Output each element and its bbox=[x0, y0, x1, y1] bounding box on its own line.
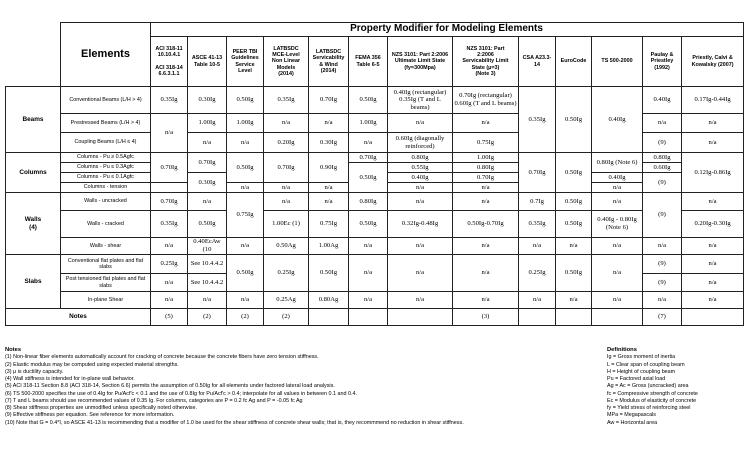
row-label-columns-05: Columns - Pu ≥ 0.5Agfc bbox=[61, 153, 151, 163]
note-item: (1) Non-linear fiber elements automatically account for cracking of concrete because the concrete fibers have zero tension stiffness. bbox=[5, 354, 319, 361]
col-header-fema: FEMA 356 Table 6-5 bbox=[349, 37, 388, 87]
table-cell: n/a bbox=[151, 114, 188, 153]
table-cell: 0.50Ig bbox=[349, 211, 388, 238]
table-cell: 0.75Ig bbox=[309, 211, 349, 238]
table-cell: n/a bbox=[682, 255, 744, 274]
table-cell: 0.7Ig bbox=[519, 193, 556, 211]
table-cell: 0.40Ig bbox=[643, 87, 682, 114]
note-item: (5) ACI 318-11 Section 8.8 (ACI 318-14, Section 6.6) permits the assumption of 0.50Ig for all elements under factored lateral load analysis. bbox=[5, 383, 335, 390]
table-cell: 0.25Ig bbox=[151, 255, 188, 274]
table-cell: 0.25Ig bbox=[519, 255, 556, 292]
table-cell: n/a bbox=[592, 193, 643, 211]
table-cell: 1.00Ig bbox=[349, 114, 388, 133]
property-modifier-table bbox=[5, 22, 744, 326]
row-label-conventional-beams: Conventional Beams (L/H > 4) bbox=[61, 87, 151, 114]
group-walls: Walls (4) bbox=[6, 193, 61, 255]
table-cell: 0.90Ig bbox=[309, 153, 349, 183]
row-label-columns-tension: Columns - tension bbox=[61, 183, 151, 193]
definition-item: fy = Yield stress of reinforcing steel bbox=[607, 405, 691, 411]
table-cell: n/a bbox=[227, 238, 264, 255]
table-cell: 0.80Ig (Note 6) bbox=[592, 153, 643, 173]
table-cell: 0.40Ig bbox=[592, 87, 643, 153]
note-item: (9) Effective stiffness per equation. See reference for more information. bbox=[5, 412, 175, 419]
note-item: (2) Elastic modulus may be computed using expected material strengths. bbox=[5, 361, 179, 368]
table-cell: 0.20Ig bbox=[264, 133, 309, 153]
table-cell: 0.20Ig-0.30Ig bbox=[682, 211, 744, 238]
table-cell: 0.70Ig bbox=[264, 153, 309, 183]
table-cell: 0.80Ig bbox=[349, 193, 388, 211]
group-slabs: Slabs bbox=[6, 255, 61, 309]
col-header-latbsdc-service: LATBSDC Servicability & Wind (2014) bbox=[309, 37, 349, 87]
table-cell: 0.40EcAw (10 bbox=[188, 238, 227, 255]
table-cell bbox=[309, 309, 349, 326]
table-cell: n/a bbox=[188, 292, 227, 309]
row-label-coupling-beams: Coupling Beams (L/H ≤ 4) bbox=[61, 133, 151, 153]
row-label-slabs-shear: In-plane Shear bbox=[61, 292, 151, 309]
table-cell: 1.00Ig bbox=[453, 153, 519, 163]
row-label-slabs-post-tensioned: Post tensioned flat plates and flat slabs bbox=[61, 274, 151, 292]
table-cell: 0.32Ig-0.48Ig bbox=[388, 211, 453, 238]
col-header-asce: ASCE 41-13 Table 10-5 bbox=[188, 37, 227, 87]
table-cell: 0.70Ig bbox=[151, 193, 188, 211]
table-cell: 0.35Ig bbox=[264, 87, 309, 114]
table-cell bbox=[592, 309, 643, 326]
table-cell: 0.80Ig bbox=[453, 163, 519, 173]
table-cell: (5) bbox=[151, 309, 188, 326]
table-cell: n/a bbox=[453, 238, 519, 255]
table-cell: 0.30Ig bbox=[309, 133, 349, 153]
table-cell: 0.55Ig bbox=[388, 163, 453, 173]
table-cell: 0.50Ig bbox=[556, 153, 592, 193]
table-cell: n/a bbox=[388, 114, 453, 133]
table-cell: n/a bbox=[453, 255, 519, 292]
col-header-aci: ACI 318-11 10.10.4.1 ACI 318-14 6.6.3.1.1 bbox=[151, 37, 188, 87]
table-cell: n/a bbox=[556, 292, 592, 309]
table-cell: n/a bbox=[453, 114, 519, 133]
row-label-walls-uncracked: Walls - uncracked bbox=[61, 193, 151, 211]
definition-item: fc = Compressive strength of concrete bbox=[607, 390, 698, 397]
row-label-notes: Notes bbox=[6, 309, 151, 326]
table-cell: 0.75Ig bbox=[453, 133, 519, 153]
table-cell: 0.50Ig bbox=[349, 87, 388, 114]
table-cell: n/a bbox=[309, 114, 349, 133]
table-cell: n/a bbox=[227, 292, 264, 309]
table-cell: n/a bbox=[349, 292, 388, 309]
table-cell: (3) bbox=[453, 309, 519, 326]
table-cell: 0.50Ig bbox=[309, 255, 349, 292]
table-cell: 1.00Ec (1) bbox=[264, 211, 309, 238]
table-cell: 0.50Ig bbox=[349, 163, 388, 193]
row-label-walls-cracked: Walls - cracked bbox=[61, 211, 151, 238]
table-cell: 0.50Ig bbox=[556, 255, 592, 292]
table-cell: 0.30Ig bbox=[188, 173, 227, 193]
table-cell: 0.50Ig bbox=[556, 193, 592, 211]
table-cell: 0.80Ig bbox=[388, 153, 453, 163]
table-cell: 0.12Ig-0.86Ig bbox=[682, 153, 744, 193]
table-cell: n/a bbox=[643, 292, 682, 309]
table-cell: n/a bbox=[227, 133, 264, 153]
table-cell: 1.00Ag bbox=[309, 238, 349, 255]
table-cell: 0.30Ig bbox=[188, 87, 227, 114]
table-cell: n/a bbox=[592, 292, 643, 309]
table-cell: n/a bbox=[682, 292, 744, 309]
col-header-peer: PEER TBI Guidelines Service Level bbox=[227, 37, 264, 87]
table-cell: n/a bbox=[592, 255, 643, 292]
table-cell: n/a bbox=[388, 193, 453, 211]
definition-item: Ig = Gross moment of inertia bbox=[607, 354, 676, 361]
note-item: (7) T and L beams should use recommended values of 0.35 Ig. For columns, categories are P = 0.2 fc Ag and P = -0.05 fc Ag bbox=[5, 397, 303, 404]
table-cell: 0.35Ig bbox=[151, 87, 188, 114]
definition-item: H = Height of coupling beam bbox=[607, 368, 676, 375]
note-item: (8) Shear stiffness properties are unmodified unless specifically noted otherwise. bbox=[5, 405, 197, 411]
table-cell: n/a bbox=[592, 238, 643, 255]
table-cell: (2) bbox=[264, 309, 309, 326]
table-cell: n/a bbox=[519, 238, 556, 255]
table-cell: 0.35Ig bbox=[519, 87, 556, 153]
table-cell: 1.00Ig bbox=[188, 114, 227, 133]
table-cell bbox=[519, 309, 556, 326]
definitions-heading: Definitions bbox=[607, 347, 637, 353]
definition-item: Aw = Horizontal area bbox=[607, 419, 658, 426]
row-label-walls-shear: Walls - shear bbox=[61, 238, 151, 255]
note-item: (3) μ is ductility capacity. bbox=[5, 368, 64, 375]
table-cell: 0.50Ag bbox=[264, 238, 309, 255]
table-cell: n/a bbox=[151, 238, 188, 255]
col-header-latbsdc-mce: LATBSDC MCE-Level Non Linear Models (2014) bbox=[264, 37, 309, 87]
table-cell: 0.40Ig - 0.80Ig (Note 6) bbox=[592, 211, 643, 238]
table-cell: 0.70Ig bbox=[188, 153, 227, 173]
table-cell: 0.50Ig bbox=[227, 153, 264, 183]
row-label-slabs-conventional: Conventional flat plates and flat slabs bbox=[61, 255, 151, 274]
note-item: (10) Note that G = 0.4*I, so ASCE 41-13 is recommending that a modifier of 1.0 be used for the shear stiffness of concrete shear walls; that is, they recommmend no reduction in shear stiffness. bbox=[5, 419, 464, 426]
col-header-priestly: Priestly, Calvi & Kowalsky (2007) bbox=[682, 37, 744, 87]
table-cell: 0.70Ig (rectangular) 0.60Ig (T and L beams) bbox=[453, 87, 519, 114]
table-cell: n/a bbox=[643, 114, 682, 133]
table-cell: 0.50Ig bbox=[188, 211, 227, 238]
table-cell: n/a bbox=[264, 183, 309, 193]
table-cell: n/a bbox=[453, 292, 519, 309]
row-label-prestressed-beams: Prestressed Beams (L/H > 4) bbox=[61, 114, 151, 133]
table-cell: 0.40Ig bbox=[592, 173, 643, 183]
table-cell: n/a bbox=[349, 238, 388, 255]
definition-item: Pu = Factored axial load bbox=[607, 376, 666, 382]
row-label-columns-01: Columns - Pu ≤ 0.1Agfc bbox=[61, 173, 151, 183]
table-cell: (9) bbox=[643, 173, 682, 193]
table-cell: n/a bbox=[388, 238, 453, 255]
definition-item: Ec = Modulus of elasticity of concrete bbox=[607, 397, 697, 404]
table-cell: 0.80Ig bbox=[643, 153, 682, 163]
table-cell: n/a bbox=[309, 193, 349, 211]
table-cell: n/a bbox=[388, 255, 453, 292]
table-cell: n/a bbox=[519, 292, 556, 309]
col-header-paulay: Paulay & Priestley (1992) bbox=[643, 37, 682, 87]
table-cell: n/a bbox=[227, 183, 264, 193]
table-cell: 0.40Ig bbox=[388, 173, 453, 183]
table-cell: 0.35Ig bbox=[151, 211, 188, 238]
table-cell: 0.50Ig bbox=[556, 87, 592, 153]
notes-section bbox=[5, 347, 605, 427]
table-cell: n/a bbox=[682, 114, 744, 133]
row-label-columns-03: Columns - Pu ≤ 0.3Agfc bbox=[61, 163, 151, 173]
table-cell: 0.75Ig bbox=[227, 193, 264, 238]
definitions-section bbox=[607, 347, 745, 427]
table-cell: n/a bbox=[556, 238, 592, 255]
table-cell: (2) bbox=[227, 309, 264, 326]
table-cell: 0.70Ig bbox=[453, 173, 519, 183]
table-cell: 0.50Ig bbox=[227, 87, 264, 114]
table-cell bbox=[682, 309, 744, 326]
table-cell: 1.00Ig bbox=[227, 114, 264, 133]
col-header-eurocode: EuroCode bbox=[556, 37, 592, 87]
table-cell: (2) bbox=[188, 309, 227, 326]
table-cell bbox=[388, 309, 453, 326]
table-cell: 0.40Ig (rectangular) 0.35Ig (T and L beams) bbox=[388, 87, 453, 114]
elements-header: Elements bbox=[61, 23, 151, 87]
table-cell: 0.50Ig-0.70Ig bbox=[453, 211, 519, 238]
definition-item: L = Clear span of coupling beam bbox=[607, 361, 685, 368]
table-cell bbox=[151, 183, 188, 193]
table-cell: 0.70Ig bbox=[151, 153, 188, 183]
table-cell: 0.25Ag bbox=[264, 292, 309, 309]
table-cell: 0.60Ig bbox=[643, 163, 682, 173]
table-cell: n/a bbox=[682, 274, 744, 292]
table-cell: (9) bbox=[643, 193, 682, 238]
group-beams: Beams bbox=[6, 87, 61, 153]
group-columns: Columns bbox=[6, 153, 61, 193]
table-cell: See 10.4.4.2 bbox=[188, 274, 227, 292]
definition-item: MPa = Megapascals bbox=[607, 412, 656, 419]
table-cell: n/a bbox=[349, 255, 388, 292]
table-cell: 0.25Ig bbox=[264, 255, 309, 292]
table-cell: n/a bbox=[682, 133, 744, 153]
note-item: (6) TS 500-2000 specifies the use of 0.4Ig for Pu/Acf'c < 0.1 and the use of 0.8Ig for Pu/Acf'c > 0.4; interpolate for all values in between 0.1 and 0.4. bbox=[5, 390, 357, 397]
table-cell: (7) bbox=[643, 309, 682, 326]
table-cell bbox=[556, 309, 592, 326]
table-cell: n/a bbox=[309, 183, 349, 193]
table-cell: 0.80Ag bbox=[309, 292, 349, 309]
table-cell: n/a bbox=[682, 238, 744, 255]
table-cell: n/a bbox=[388, 292, 453, 309]
table-cell: n/a bbox=[592, 183, 643, 193]
table-cell: n/a bbox=[349, 133, 388, 153]
table-cell: 0.70Ig bbox=[309, 87, 349, 114]
col-header-csa: CSA A23.3-14 bbox=[519, 37, 556, 87]
notes-heading: Notes bbox=[5, 347, 22, 353]
table-cell: (9) bbox=[643, 255, 682, 274]
table-cell: 0.70Ig bbox=[349, 153, 388, 163]
table-cell: 0.50Ig bbox=[227, 255, 264, 292]
table-cell: n/a bbox=[453, 193, 519, 211]
table-cell: n/a bbox=[643, 238, 682, 255]
table-cell bbox=[349, 309, 388, 326]
table-cell: 0.70Ig bbox=[519, 153, 556, 193]
table-cell: n/a bbox=[151, 274, 188, 292]
definition-item: Ag = Ac = Gross (uncracked) area bbox=[607, 383, 689, 390]
table-cell: 0.50Ig bbox=[556, 211, 592, 238]
table-cell: n/a bbox=[388, 183, 453, 193]
table-cell: 0.17Ig-0.44Ig bbox=[682, 87, 744, 114]
table-cell: n/a bbox=[453, 183, 519, 193]
col-header-nzs-uls: NZS 3101: Part 2:2006 Ultimate Limit State (fy=300Mpa) bbox=[388, 37, 453, 87]
table-cell: n/a bbox=[682, 193, 744, 211]
table-title: Property Modifier for Modeling Elements bbox=[350, 23, 543, 34]
col-header-ts500: TS 500-2000 bbox=[592, 37, 643, 87]
col-header-nzs-sls: NZS 3101: Part 2:2006 Servicability Limit State (μ=3) (Note 3) bbox=[453, 37, 519, 87]
table-cell: 0.35Ig bbox=[519, 211, 556, 238]
table-cell: (9) bbox=[643, 133, 682, 153]
table-cell: n/a bbox=[188, 133, 227, 153]
table-cell: n/a bbox=[151, 292, 188, 309]
table-cell: See 10.4.4.2 bbox=[188, 255, 227, 274]
table-cell: n/a bbox=[188, 193, 227, 211]
note-item: (4) Wall stiffness is intended for in-plane wall behavior. bbox=[5, 376, 135, 382]
table-cell: (9) bbox=[643, 274, 682, 292]
table-cell: n/a bbox=[264, 193, 309, 211]
table-cell: 0.60Ig (diagonally reinforced) bbox=[388, 133, 453, 153]
table-cell: n/a bbox=[264, 114, 309, 133]
